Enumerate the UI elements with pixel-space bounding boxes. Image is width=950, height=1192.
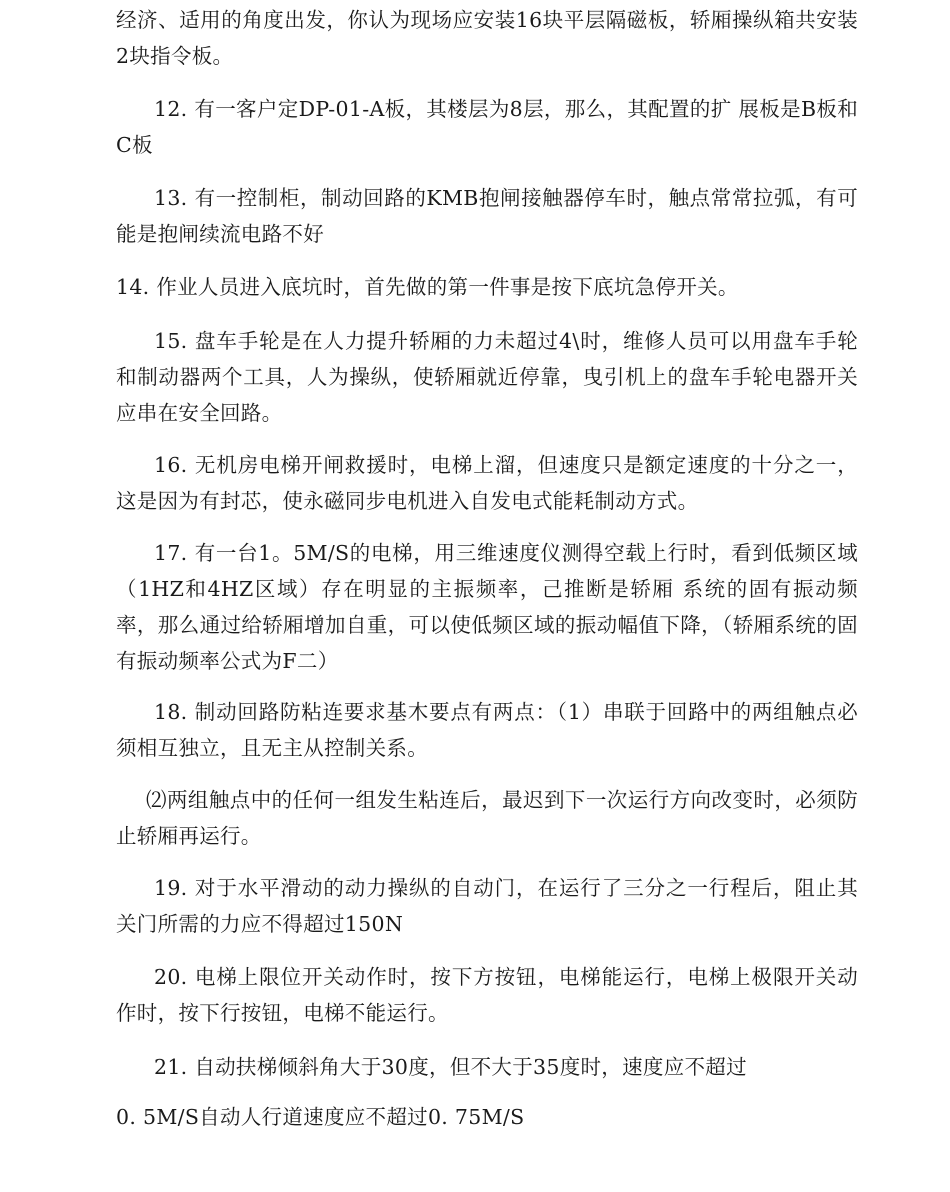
paragraph-20: 20. 电梯上限位开关动作时，按下方按钮，电梯能运行，电梯上极限开关动作时，按下行按钮，电梯不能运行。 — [116, 965, 858, 1025]
paragraph-17: 17. 有一台1。5M/S的电梯，用三维速度仪测得空载上行时，看到低频区域（1HZ和4HZ区域）存在明显的主振频率，己推断是轿厢 系统的固有振动频率，那么通过给轿厢增加自重，可以使低频区域的振动幅值下降，（轿厢系统的固有振动频率公式为F二） — [116, 541, 858, 673]
paragraph-19: 19. 对于水平滑动的动力操纵的自动门，在运行了三分之一行程后，阻止其关门所需的力应不得超过150N — [116, 876, 858, 936]
paragraph-21: 21. 自动扶梯倾斜角大于30度，但不大于35度时，速度应不超过 — [154, 1055, 747, 1079]
paragraph-14: 14. 作业人员进入底坑时，首先做的第一件事是按下底坑急停开关。 — [116, 275, 739, 299]
paragraph-11-continuation: 经济、适用的角度出发，你认为现场应安装16块平层隔磁板，轿厢操纵箱共安装2块指令板。 — [116, 8, 858, 68]
paragraph-21-continuation: 0. 5M/S自动人行道速度应不超过0. 75M/S — [116, 1105, 525, 1129]
paragraph-18: 18. 制动回路防粘连要求基木要点有两点：（1）串联于回路中的两组触点必须相互独立，且无主从控制关系。 — [116, 700, 858, 760]
paragraph-16: 16. 无机房电梯开闸救援时，电梯上溜，但速度只是额定速度的十分之一，这是因为有封芯，使永磁同步电机进入自发电式能耗制动方式。 — [116, 453, 858, 513]
paragraph-15: 15. 盘车手轮是在人力提升轿厢的力未超过4\时，维修人员可以用盘车手轮和制动器两个工具，人为操纵，使轿厢就近停靠，曳引机上的盘车手轮电器开关应串在安全回路。 — [116, 329, 858, 425]
paragraph-18-part-2: ⑵两组触点中的任何一组发生粘连后，最迟到下一次运行方向改变时，必须防止轿厢再运行。 — [116, 788, 858, 848]
paragraph-12: 12. 有一客户定DP-01-A板，其楼层为8层，那么，其配置的扩 展板是B板和C板 — [116, 97, 858, 157]
paragraph-13: 13. 有一控制柜，制动回路的KMB抱闸接触器停车时，触点常常拉弧，有可能是抱闸续流电路不好 — [116, 186, 858, 246]
